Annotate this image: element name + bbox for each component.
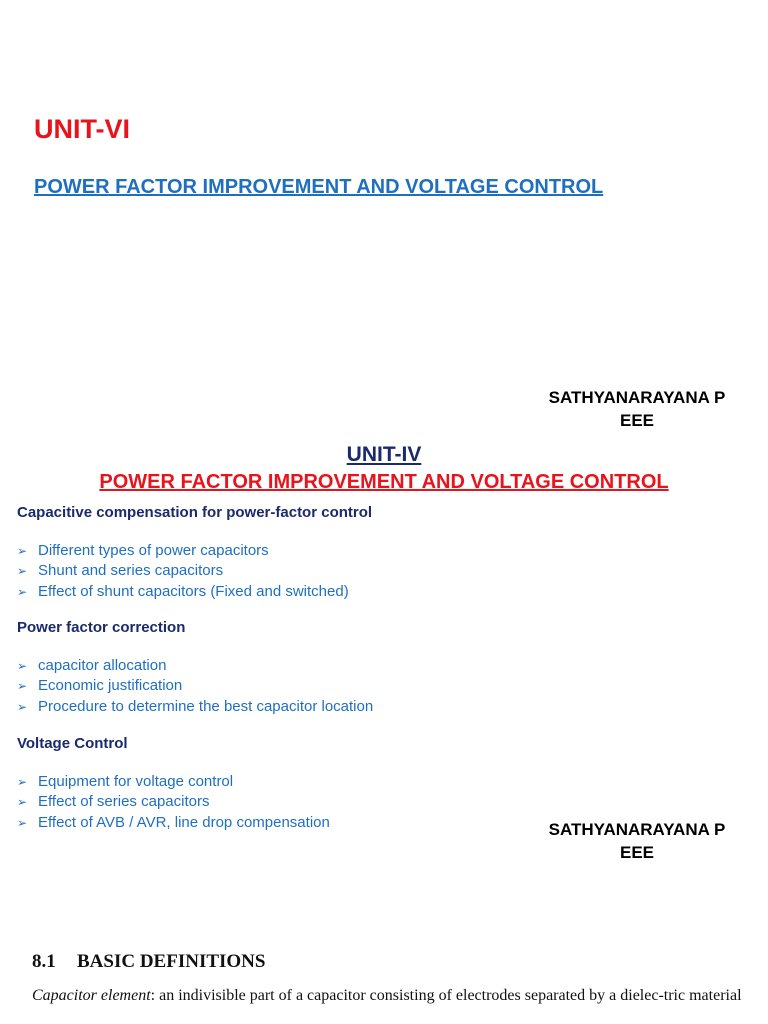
list-item: ➢ Equipment for voltage control [17, 772, 330, 792]
list-item: ➢ Shunt and series capacitors [17, 561, 349, 581]
section-heading-pf-correction: Power factor correction [17, 619, 186, 636]
section-heading-capacitive: Capacitive compensation for power-factor control [17, 504, 373, 521]
unit-vi-subtitle: POWER FACTOR IMPROVEMENT AND VOLTAGE CONTROL [34, 176, 604, 198]
unit-iv-subtitle: POWER FACTOR IMPROVEMENT AND VOLTAGE CONTROL [99, 471, 669, 493]
definition-term: Capacitor element [32, 987, 151, 1004]
list-item: ➢ Procedure to determine the best capacitor location [17, 697, 373, 717]
arrow-bullet-icon: ➢ [17, 699, 28, 714]
definition-text: : an indivisible part of a capacitor consisting of electrodes separated by a dielec-tric material [150, 987, 742, 1004]
author-name: SATHYANARAYANA P [548, 820, 726, 839]
arrow-bullet-icon: ➢ [17, 584, 28, 599]
arrow-bullet-icon: ➢ [17, 564, 28, 579]
author-block [532, 386, 742, 432]
capacitive-list [17, 541, 349, 602]
arrow-bullet-icon: ➢ [17, 679, 28, 694]
list-item: ➢ Effect of AVB / AVR, line drop compensation [17, 813, 330, 833]
list-item: ➢ Effect of shunt capacitors (Fixed and switched) [17, 582, 349, 602]
section-heading-voltage-control: Voltage Control [17, 735, 128, 752]
list-item: ➢ Different types of power capacitors [17, 541, 349, 561]
section-title: BASIC DEFINITIONS [77, 951, 266, 972]
list-item: ➢ capacitor allocation [17, 656, 373, 676]
author-block [532, 818, 742, 864]
arrow-bullet-icon: ➢ [17, 775, 28, 789]
author-dept: EEE [619, 411, 655, 430]
unit-iv-title: UNIT-IV [346, 443, 422, 466]
list-item: ➢ Effect of series capacitors [17, 792, 330, 812]
pf-correction-list [17, 656, 373, 717]
list-item: ➢ Economic justification [17, 676, 373, 696]
arrow-bullet-icon: ➢ [17, 544, 28, 558]
unit-vi-title: UNIT-VI [34, 114, 131, 144]
section-number: 8.1 [32, 951, 56, 972]
author-name: SATHYANARAYANA P [548, 388, 726, 407]
definition-paragraph [32, 985, 744, 1006]
arrow-bullet-icon: ➢ [17, 659, 28, 673]
section-heading-basic-definitions [32, 951, 265, 973]
arrow-bullet-icon: ➢ [17, 795, 28, 810]
author-dept: EEE [619, 843, 655, 862]
voltage-control-list [17, 772, 330, 833]
arrow-bullet-icon: ➢ [17, 815, 28, 830]
